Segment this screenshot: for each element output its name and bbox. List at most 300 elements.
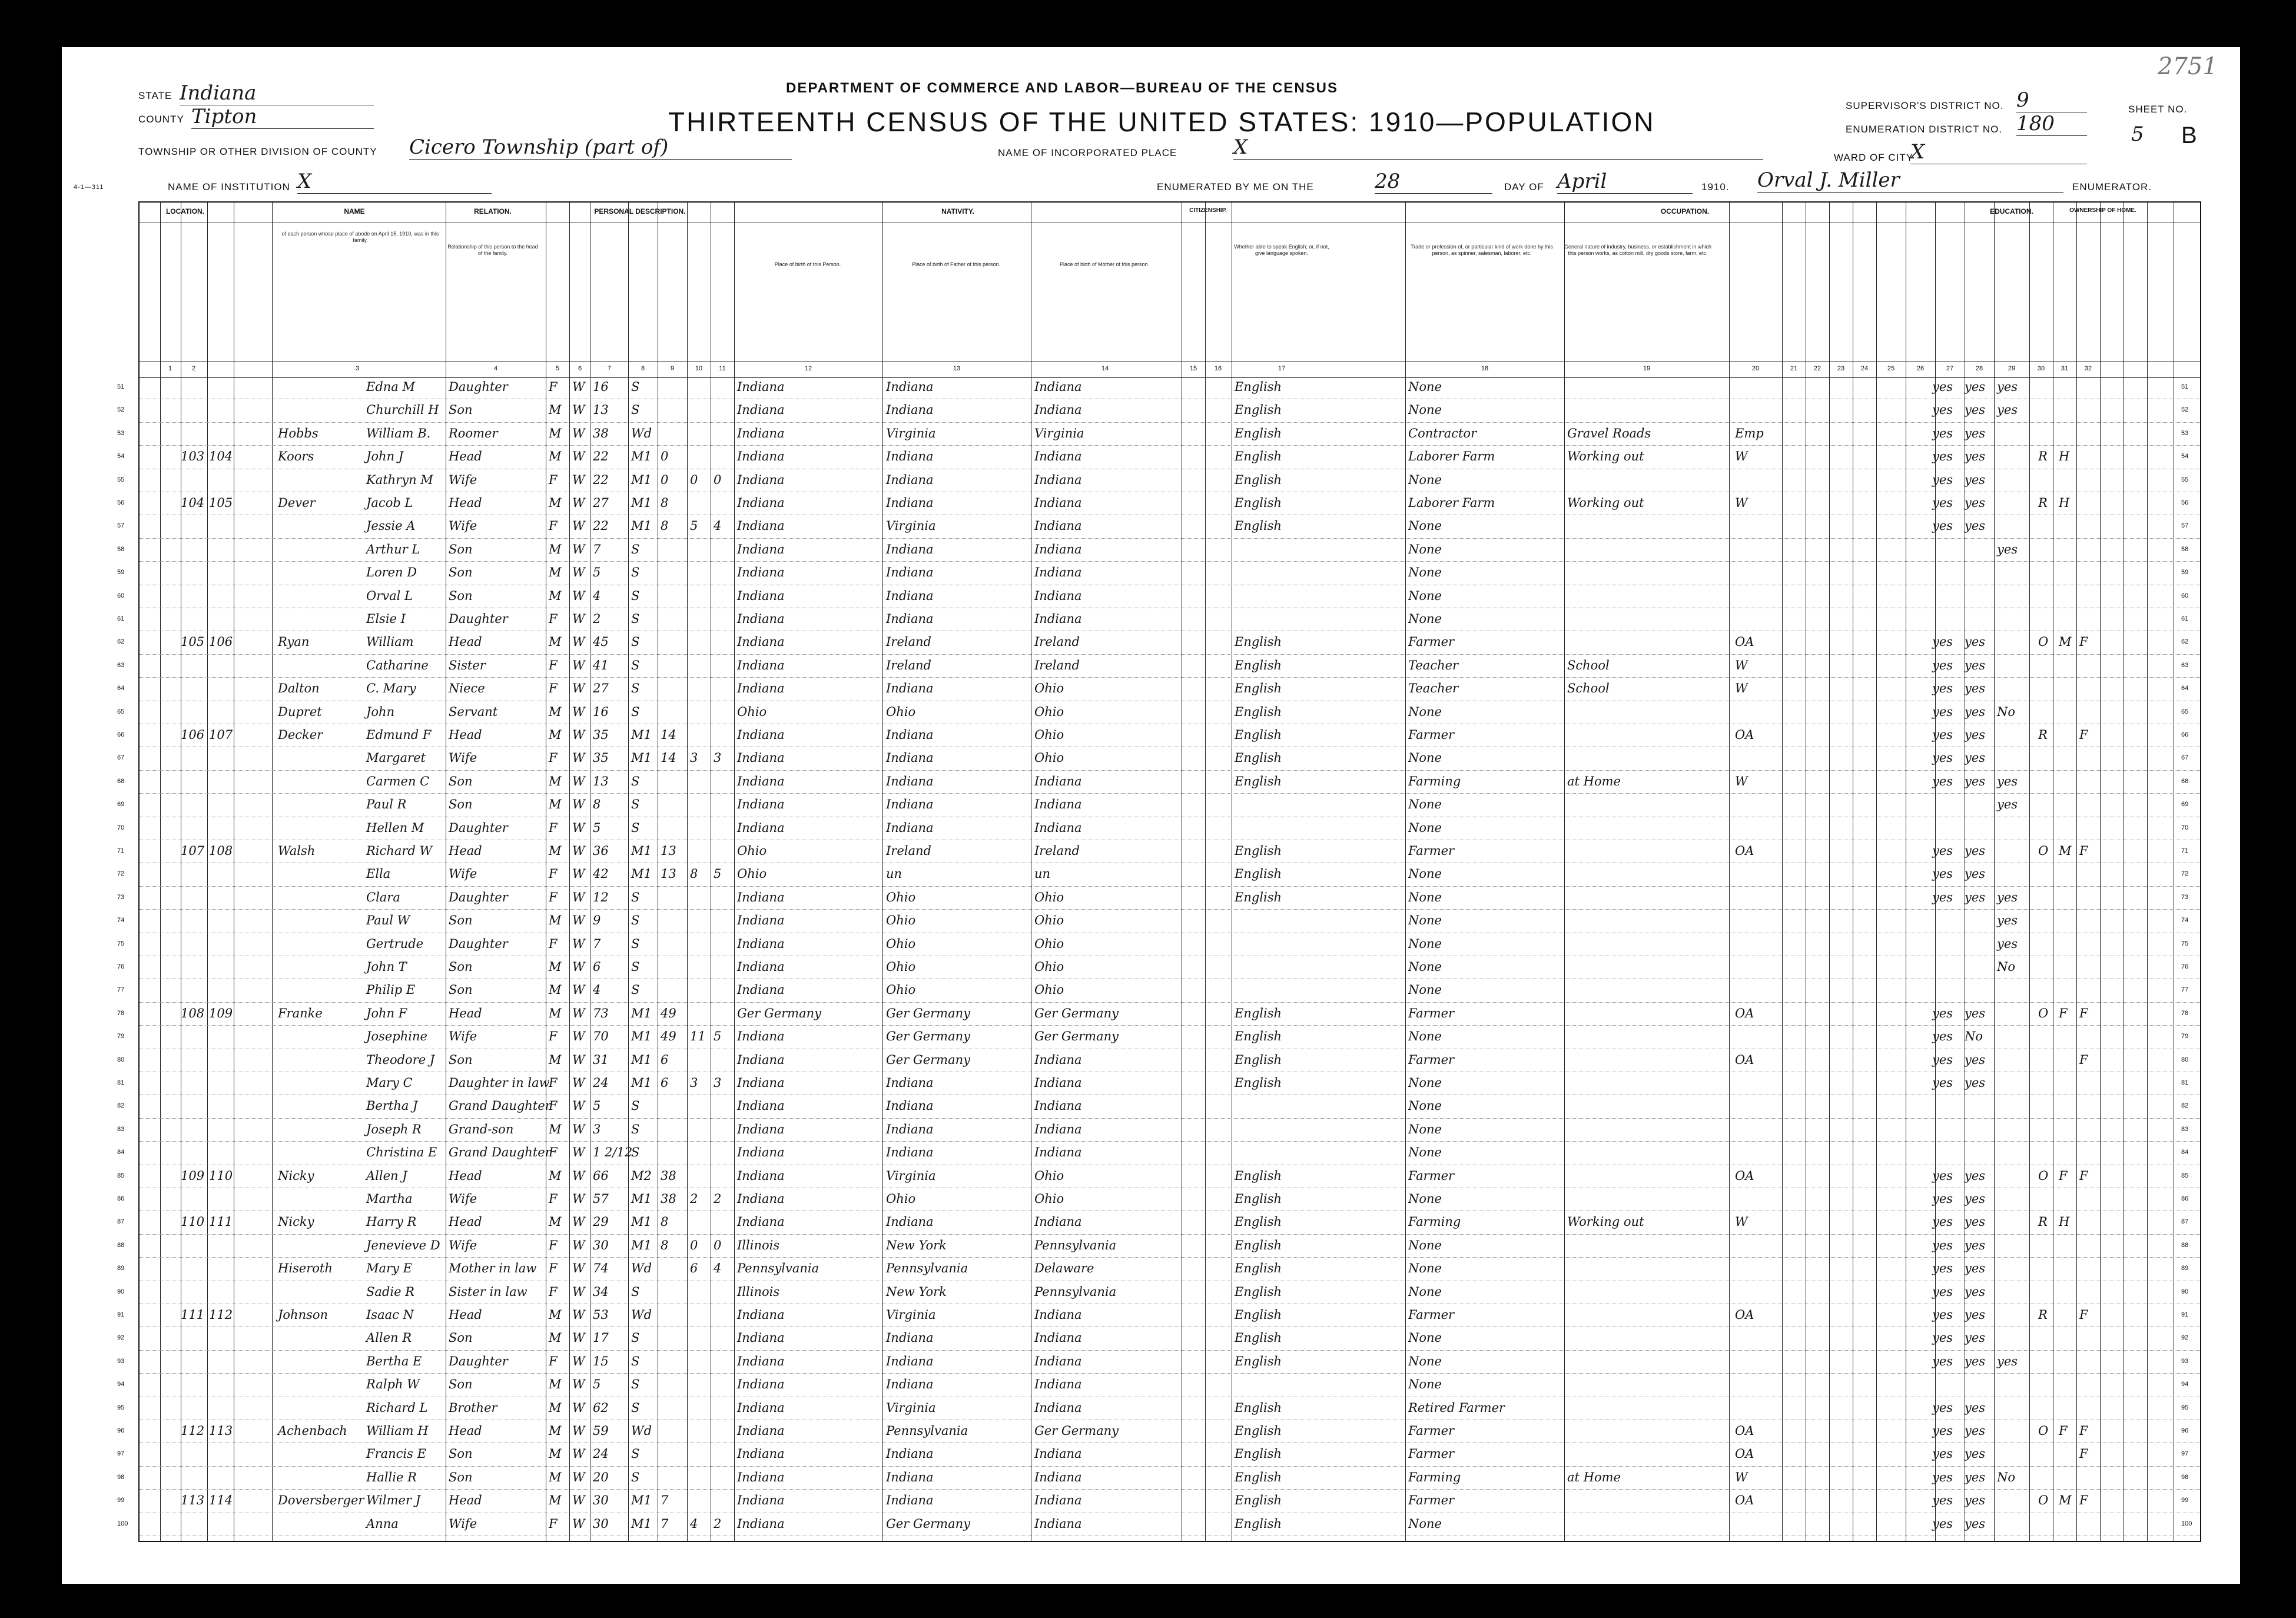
cell-mbp: Indiana [1034,542,1082,556]
cell-frm: M [2059,1493,2072,1508]
line-number: 95 [117,1404,125,1411]
cell-ms: S [631,890,640,904]
cell-frm [2059,936,2076,952]
cell-home: F [2079,1424,2088,1438]
cell-dw [181,379,204,395]
cell-rel: Son [449,588,473,603]
cell-ms: M1 [631,1493,652,1508]
cell-given: Martha [366,1192,413,1206]
cell-age: 15 [593,1354,609,1368]
cell-surname [278,1516,360,1532]
cell-age: 1 2/12 [593,1145,633,1160]
cell-given: Sadie R [366,1284,414,1299]
cell-given: William B. [366,426,431,440]
cell-frm [2059,866,2076,882]
column-number: 28 [1975,365,1983,372]
cell-frm [2059,727,2076,743]
cell-yrs: 38 [661,1168,676,1183]
cell-fam [209,866,233,882]
cell-fam [209,1145,233,1161]
cell-school [1997,1214,2026,1230]
cell-yrs [661,820,684,836]
cell-frm [2059,1377,2076,1392]
cell-trade: Laborer Farm [1408,496,1495,510]
cell-race: W [572,1284,585,1299]
cell-read [1932,588,1962,604]
cell-ms: S [631,1470,640,1484]
enumerated-label: ENUMERATED BY ME ON THE [1157,181,1314,193]
cell-fam [209,379,233,395]
cell-frm [2059,472,2076,488]
cell-fam: 114 [209,1493,233,1508]
cell-mbp: Ohio [1034,960,1064,974]
cell-emp [1735,542,1776,558]
cell-ch [690,1446,711,1462]
cell-ch [690,1145,711,1161]
cell-fam [209,472,233,488]
column-number: 17 [1278,365,1286,372]
cell-home [2079,936,2097,952]
cell-own [2038,588,2056,604]
cell-surname [278,542,360,558]
cell-alive [714,1423,734,1439]
cell-age: 13 [593,774,609,788]
cell-read [1932,1098,1962,1114]
cell-emp [1735,1075,1776,1091]
cell-surname: Nicky [278,1215,314,1229]
cell-age: 8 [593,797,601,812]
cell-yrs: 49 [661,1029,676,1044]
cell-read: yes [1932,1261,1953,1276]
cell-fam [209,890,233,906]
cell-fbp: New York [886,1284,947,1299]
cell-age: 12 [593,890,609,904]
row-rule [140,770,2200,771]
cell-home: F [2079,728,2088,742]
cell-given: Kathryn M [366,472,433,487]
cell-age: 16 [593,380,609,394]
cell-own: O [2038,1424,2049,1438]
cell-emp [1735,518,1776,534]
cell-school [1997,1261,2026,1277]
cell-fbp: Indiana [886,496,934,510]
cell-read: yes [1932,704,1953,719]
cell-school [1997,1493,2026,1508]
cell-given: William H [366,1424,429,1438]
line-number-right: 55 [2181,476,2189,483]
table-row [117,1470,2200,1486]
cell-school [1997,1377,2026,1392]
cell-race: W [572,820,585,835]
row-rule [140,1118,2200,1119]
cell-read [1932,1122,1962,1138]
line-number-right: 90 [2181,1288,2189,1295]
cell-lang: English [1235,1493,1282,1508]
cell-emp [1735,1029,1776,1045]
cell-ms: S [631,635,640,649]
cell-bp: Indiana [737,612,785,626]
cell-race: W [572,704,585,719]
cell-school: No [1997,960,2016,974]
cell-race: W [572,1006,585,1020]
cell-surname [278,658,360,674]
table-row [117,518,2200,534]
header-language: Whether able to speak English; or, if not, give language spoken. [1234,244,1329,256]
cell-emp: W [1735,658,1748,672]
cell-sex: M [549,960,562,974]
line-number: 63 [117,661,125,669]
place-label: NAME OF INCORPORATED PLACE [998,147,1177,158]
cell-rel: Mother in law [449,1261,537,1276]
cell-write: yes [1965,1354,1986,1368]
cell-own [2038,936,2056,952]
cell-sex: F [549,936,558,951]
cell-yrs [661,890,684,906]
cell-ind [1567,890,1708,906]
cell-write [1965,542,1994,558]
cell-write: yes [1965,1400,1986,1415]
cell-fbp: Indiana [886,1215,934,1229]
cell-surname [278,1354,360,1370]
cell-ms: S [631,936,640,951]
cell-home [2079,1261,2097,1277]
line-number-right: 79 [2181,1033,2189,1040]
cell-alive: 4 [714,519,722,533]
cell-surname [278,1400,360,1416]
enum-district-label: ENUMERATION DISTRICT NO. [1846,124,2003,135]
cell-rel: Grand Daughter [449,1145,551,1160]
line-number: 60 [117,592,125,599]
cell-lang [1235,797,1335,813]
cell-ind [1567,1052,1708,1068]
row-rule [140,561,2200,562]
cell-ch [690,797,711,813]
cell-yrs [661,681,684,697]
cell-ch [690,588,711,604]
cell-write: yes [1965,519,1986,533]
cell-ch [690,379,711,395]
cell-yrs: 6 [661,1076,669,1090]
cell-given: Wilmer J [366,1493,421,1508]
cell-lang: English [1235,728,1282,742]
cell-ind [1567,1006,1708,1022]
cell-fam [209,1075,233,1091]
cell-dw: 103 [181,449,205,464]
cell-sex: M [549,1052,562,1067]
cell-rel: Head [449,1424,482,1438]
cell-bp: Indiana [737,1168,785,1183]
cell-emp [1735,379,1776,395]
cell-bp: Indiana [737,1215,785,1229]
cell-given: Hallie R [366,1470,417,1484]
cell-fbp: Indiana [886,565,934,580]
cell-frm [2059,1400,2076,1416]
table-row [117,1284,2200,1300]
cell-lang: English [1235,1006,1282,1020]
cell-frm [2059,1307,2076,1323]
cell-trade: None [1408,1516,1442,1531]
cell-trade: Farmer [1408,1052,1455,1067]
cell-race: W [572,403,585,417]
cell-age: 66 [593,1168,609,1183]
cell-ch [690,1284,711,1300]
cell-home [2079,449,2097,465]
cell-sex: M [549,1006,562,1020]
group-name: NAME [344,207,365,215]
cell-write [1965,820,1994,836]
cell-bp: Indiana [737,820,785,835]
cell-read: yes [1932,1052,1953,1067]
cell-race: W [572,380,585,394]
cell-trade: None [1408,960,1442,974]
cell-alive: 2 [714,1192,722,1206]
column-number: 18 [1481,365,1489,372]
cell-age: 62 [593,1400,609,1415]
cell-dw: 110 [181,1215,205,1229]
column-number: 25 [1887,365,1895,372]
cell-emp [1735,472,1776,488]
cell-race: W [572,542,585,556]
cell-race: W [572,890,585,904]
cell-emp [1735,1145,1776,1161]
cell-read [1932,1145,1962,1161]
cell-emp [1735,1122,1776,1138]
cell-own [2038,1145,2056,1161]
line-number: 94 [117,1381,125,1388]
cell-fam [209,402,233,418]
cell-sex: F [549,472,558,487]
cell-yrs [661,588,684,604]
cell-alive [714,1470,734,1486]
table-row [117,1168,2200,1184]
cell-surname [278,1075,360,1091]
cell-fam [209,565,233,581]
cell-rel: Roomer [449,426,498,440]
cell-write [1965,959,1994,975]
cell-race: W [572,449,585,464]
cell-fam [209,658,233,674]
cell-alive: 2 [714,1516,722,1531]
cell-ch [690,611,711,627]
cell-dw [181,1098,204,1114]
cell-write: yes [1965,1447,1986,1461]
cell-fam [209,1052,233,1068]
column-number: 12 [804,365,812,372]
cell-alive [714,449,734,465]
cell-surname [278,379,360,395]
cell-rel: Head [449,1006,482,1020]
cell-rel: Daughter [449,380,508,394]
cell-ms: M2 [631,1168,652,1183]
line-number-right: 84 [2181,1149,2189,1156]
cell-write [1965,913,1994,929]
cell-fbp: New York [886,1238,947,1252]
cell-ind [1567,820,1708,836]
cell-write: yes [1965,1261,1986,1276]
cell-read: yes [1932,403,1953,417]
cell-ind [1567,1377,1708,1392]
cell-school [1997,1238,2026,1254]
cell-ch: 6 [690,1261,698,1276]
cell-ch [690,1052,711,1068]
cell-read: yes [1932,1516,1953,1531]
table-row [117,1423,2200,1439]
table-row [117,1354,2200,1370]
cell-read: yes [1932,658,1953,672]
cell-own [2038,611,2056,627]
cell-fam [209,1191,233,1207]
cell-mbp: Ohio [1034,728,1064,742]
cell-surname [278,1284,360,1300]
cell-rel: Head [449,728,482,742]
cell-mbp: Indiana [1034,1400,1082,1415]
cell-lang [1235,1122,1335,1138]
cell-lang [1235,936,1335,952]
cell-ch [690,936,711,952]
cell-ind [1567,588,1708,604]
cell-dw [181,1354,204,1370]
cell-surname: Achenbach [278,1424,347,1438]
cell-bp: Indiana [737,1122,785,1136]
cell-ms: S [631,913,640,928]
cell-lang: English [1235,1400,1282,1415]
cell-write: yes [1965,1076,1986,1090]
cell-mbp: Indiana [1034,1122,1082,1136]
row-rule [140,793,2200,794]
cell-ch [690,634,711,650]
cell-mbp: Ohio [1034,751,1064,765]
cell-read: yes [1932,472,1953,487]
cell-home [2079,1029,2097,1045]
cell-age: 53 [593,1308,609,1322]
cell-sex: F [549,681,558,696]
cell-given: Catharine [366,658,429,672]
cell-yrs: 13 [661,867,676,881]
cell-home [2079,1354,2097,1370]
cell-bp: Indiana [737,1076,785,1090]
cell-bp: Indiana [737,1377,785,1392]
cell-dw [181,1145,204,1161]
table-row [117,1052,2200,1068]
line-number: 80 [117,1056,125,1063]
cell-sex: M [549,844,562,858]
cell-write [1965,1122,1994,1138]
cell-frm [2059,611,2076,627]
cell-rel: Son [449,1470,473,1484]
cell-age: 36 [593,844,609,858]
cell-given: Jessie A [366,519,416,533]
column-number: 13 [953,365,961,372]
cell-school [1997,982,2026,998]
cell-school [1997,1075,2026,1091]
line-number: 92 [117,1334,125,1342]
cell-ch [690,1400,711,1416]
cell-ms: S [631,960,640,974]
cell-sex: M [549,1168,562,1183]
cell-lang: English [1235,1029,1282,1044]
cell-write: yes [1965,1238,1986,1252]
cell-yrs: 7 [661,1493,669,1508]
cell-alive [714,426,734,442]
cell-given: Arthur L [366,542,420,556]
cell-own [2038,1330,2056,1346]
cell-trade: Retired Farmer [1408,1400,1505,1415]
line-number-right: 58 [2181,545,2189,553]
cell-surname [278,588,360,604]
cell-lang [1235,588,1335,604]
line-number-right: 93 [2181,1357,2189,1365]
cell-trade: Farmer [1408,1493,1455,1508]
cell-ms: S [631,1122,640,1136]
cell-rel: Wife [449,1238,477,1252]
cell-read: yes [1932,681,1953,696]
cell-alive [714,1214,734,1230]
cell-ind: Working out [1567,449,1644,464]
cell-ind [1567,472,1708,488]
cell-dw [181,1052,204,1068]
cell-fam: 111 [209,1215,233,1229]
header-trade: Trade or profession of, or particular kind of work done by this person, as spinner, salesman, laborer, etc. [1411,244,1553,256]
cell-ch [690,1423,711,1439]
cell-ms: S [631,565,640,580]
cell-fbp: Virginia [886,519,936,533]
cell-alive [714,890,734,906]
cell-surname [278,982,360,998]
cell-ms: M1 [631,1006,652,1020]
group-ownership: OWNERSHIP OF HOME. [2069,207,2136,214]
cell-trade: None [1408,1331,1442,1345]
cell-write: yes [1965,1215,1986,1229]
cell-write: yes [1965,867,1986,881]
cell-fam [209,936,233,952]
cell-ms: M1 [631,867,652,881]
line-number-right: 52 [2181,406,2189,414]
line-number-right: 68 [2181,777,2189,785]
cell-ms: S [631,704,640,719]
cell-trade: None [1408,1076,1442,1090]
line-number: 83 [117,1125,125,1133]
cell-ch [690,426,711,442]
cell-sex: F [549,380,558,394]
cell-lang: English [1235,426,1282,440]
cell-lang: English [1235,1354,1282,1368]
table-row [117,704,2200,720]
cell-alive [714,1330,734,1346]
cell-ind: Gravel Roads [1567,426,1651,440]
line-number-right: 94 [2181,1381,2189,1388]
cell-emp [1735,402,1776,418]
line-number-right: 86 [2181,1195,2189,1202]
cell-fbp: Ger Germany [886,1006,970,1020]
cell-lang: English [1235,1447,1282,1461]
cell-read [1932,542,1962,558]
cell-fam: 108 [209,844,233,858]
cell-bp: Indiana [737,913,785,928]
cell-ind [1567,1400,1708,1416]
cell-yrs [661,1330,684,1346]
cell-fbp: Indiana [886,588,934,603]
cell-surname [278,1029,360,1045]
cell-home [2079,1238,2097,1254]
cell-school: yes [1997,380,2018,394]
cell-dw [181,913,204,929]
cell-frm [2059,402,2076,418]
cell-dw: 112 [181,1424,205,1438]
cell-surname [278,913,360,929]
cell-yrs: 8 [661,1215,669,1229]
cell-frm [2059,1516,2076,1532]
line-number-right: 82 [2181,1102,2189,1110]
